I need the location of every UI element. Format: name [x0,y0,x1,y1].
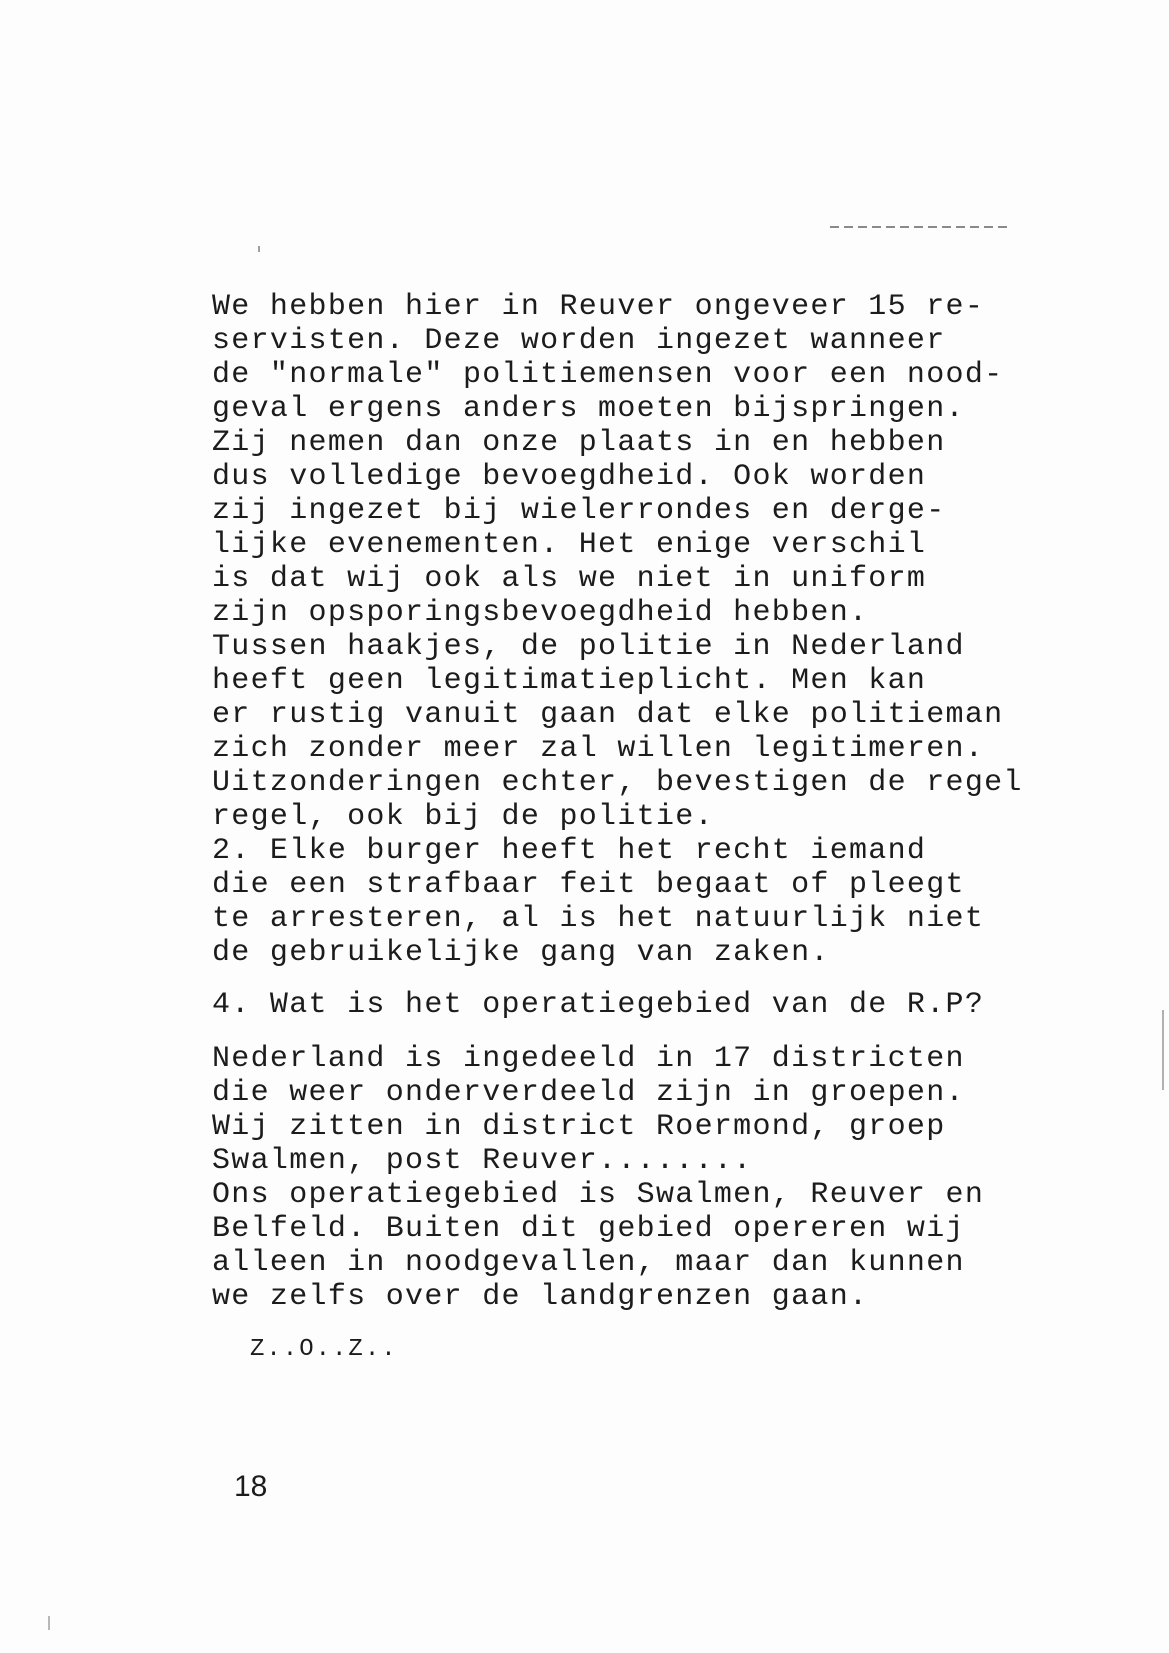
text-line: We hebben hier in Reuver ongeveer 15 re- [212,290,985,324]
text-line: Ons operatiegebied is Swalmen, Reuver en [212,1178,985,1212]
text-line: alleen in noodgevallen, maar dan kunnen [212,1246,965,1280]
text-line: 2. Elke burger heeft het recht iemand [212,834,927,868]
text-line: er rustig vanuit gaan dat elke politieman [212,698,1004,732]
text-line: Wij zitten in district Roermond, groep [212,1110,946,1144]
text-line: zijn opsporingsbevoegdheid hebben. [212,596,869,630]
scan-artifact-right [1162,1010,1164,1090]
text-line: we zelfs over de landgrenzen gaan. [212,1280,869,1314]
text-line: dus volledige bevoegdheid. Ook worden [212,460,927,494]
scan-artifact-left [48,1616,50,1630]
scan-artifact-dot [258,246,260,252]
text-line: servisten. Deze worden ingezet wanneer [212,324,946,358]
text-line: de gebruikelijke gang van zaken. [212,936,830,970]
paragraph-operating-area [212,1042,984,1314]
paragraph-reservists [212,290,1023,970]
text-line: Swalmen, post Reuver........ [212,1144,753,1178]
text-line: Zij nemen dan onze plaats in en hebben [212,426,946,460]
text-line: Nederland is ingedeeld in 17 districten [212,1042,965,1076]
text-line: Uitzonderingen echter, bevestigen de regel [212,766,1023,800]
text-line: Tussen haakjes, de politie in Nederland [212,630,965,664]
text-line: heeft geen legitimatieplicht. Men kan [212,664,927,698]
text-line: Belfeld. Buiten dit gebied opereren wij [212,1212,965,1246]
question-heading [212,988,984,1022]
text-line: is dat wij ook als we niet in uniform [212,562,927,596]
text-line: zich zonder meer zal willen legitimeren. [212,732,985,766]
text-line: te arresteren, al is het natuurlijk niet [212,902,985,936]
closing-mark: Z..O..Z.. [250,1336,398,1363]
text-line: lijke evenementen. Het enige verschil [212,528,927,562]
page-number: 18 [234,1470,268,1503]
scan-artifact-top [830,226,1010,228]
text-line: die weer onderverdeeld zijn in groepen. [212,1076,965,1110]
text-line: zij ingezet bij wielerrondes en derge- [212,494,946,528]
text-line: regel, ook bij de politie. [212,800,714,834]
text-line: de "normale" politiemensen voor een nood- [212,358,1004,392]
text-line: geval ergens anders moeten bijspringen. [212,392,965,426]
text-line: die een strafbaar feit begaat of pleegt [212,868,965,902]
text-line: 4. Wat is het operatiegebied van de R.P? [212,988,985,1022]
